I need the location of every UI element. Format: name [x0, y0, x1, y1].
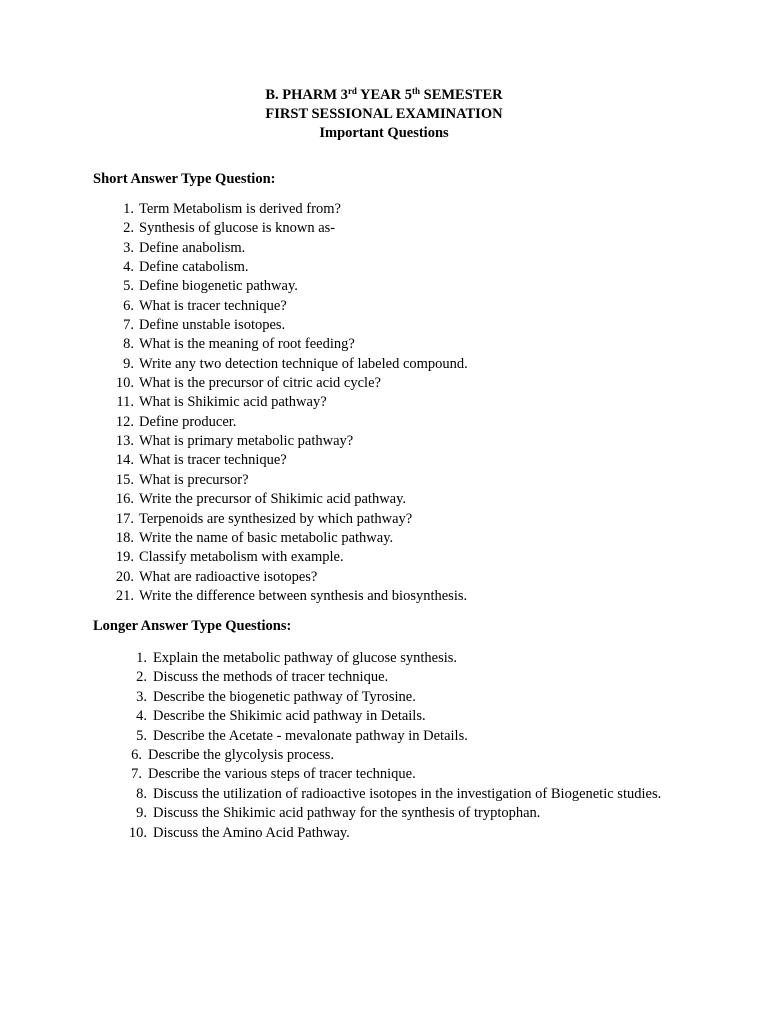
question-text: Describe the biogenetic pathway of Tyrosine.: [153, 688, 416, 705]
question-number: 10.: [128, 824, 147, 841]
course-title-sup-a: rd: [347, 86, 357, 96]
long-answer-heading: Longer Answer Type Questions:: [93, 618, 292, 634]
question-item: [100, 219, 660, 238]
course-title-part-b: YEAR 5: [356, 87, 412, 103]
question-text: Define anabolism.: [139, 239, 246, 256]
question-number: 3.: [136, 688, 147, 705]
question-item: [100, 200, 660, 219]
question-text: What is the precursor of citric acid cycle?: [139, 375, 381, 392]
question-text: Terpenoids are synthesized by which pathway?: [139, 510, 413, 527]
question-number: 9.: [123, 355, 134, 372]
question-number: 8.: [136, 785, 147, 802]
question-number: 14.: [115, 452, 134, 469]
question-number: 6.: [123, 297, 134, 314]
long-answer-list: [112, 649, 672, 843]
question-text: Classify metabolism with example.: [139, 549, 344, 566]
course-title-sup-b: th: [412, 86, 421, 96]
course-title-part-a: B. PHARM 3: [265, 87, 348, 103]
question-text: Define unstable isotopes.: [139, 317, 286, 334]
question-item: [100, 451, 660, 470]
question-item: [100, 548, 660, 567]
question-number: 18.: [115, 529, 134, 546]
question-item: [112, 804, 672, 823]
question-number: 5.: [123, 278, 134, 295]
question-number: 21.: [115, 587, 134, 604]
question-text: Define catabolism.: [139, 259, 249, 276]
course-title-part-c: SEMESTER: [420, 87, 503, 103]
question-text: Define producer.: [139, 413, 237, 430]
question-text: What is precursor?: [139, 471, 249, 488]
question-text: Discuss the utilization of radioactive isotopes in the investigation of Biogenetic studies.: [153, 785, 662, 802]
question-text: Define biogenetic pathway.: [139, 278, 298, 295]
question-item: [112, 668, 672, 687]
question-text: Discuss the Shikimic acid pathway for the synthesis of tryptophan.: [153, 805, 541, 822]
question-number: 4.: [123, 259, 134, 276]
question-item: [112, 688, 672, 707]
question-item: [112, 727, 672, 746]
question-item: [100, 432, 660, 451]
question-number: 17.: [115, 510, 134, 527]
question-text: What is tracer technique?: [139, 297, 287, 314]
question-item: [100, 277, 660, 296]
question-number: 6.: [131, 747, 142, 764]
question-item: [100, 568, 660, 587]
question-number: 2.: [123, 220, 134, 237]
question-number: 9.: [136, 805, 147, 822]
question-text: What is primary metabolic pathway?: [139, 433, 354, 450]
question-item: [100, 587, 660, 606]
question-number: 1.: [123, 201, 134, 217]
question-number: 1.: [136, 650, 147, 666]
question-item: [100, 413, 660, 432]
document-header: [0, 86, 768, 143]
question-number: 7.: [131, 766, 142, 783]
question-text: What is tracer technique?: [139, 452, 287, 469]
question-item: [100, 490, 660, 509]
question-text: Describe the various steps of tracer technique.: [148, 766, 416, 783]
document-subtitle: Important Questions: [319, 125, 449, 141]
question-number: 13.: [115, 433, 134, 450]
question-text: Discuss the methods of tracer technique.: [153, 669, 389, 686]
question-text: What are radioactive isotopes?: [139, 568, 318, 585]
question-item: [100, 316, 660, 335]
question-text: What is the meaning of root feeding?: [139, 336, 355, 353]
question-number: 5.: [136, 727, 147, 744]
question-item: [100, 393, 660, 412]
question-text: Describe the glycolysis process.: [148, 747, 335, 764]
question-item: [100, 374, 660, 393]
question-text: Describe the Acetate - mevalonate pathway in Details.: [153, 727, 468, 744]
short-answer-list: [100, 200, 660, 606]
question-item: [112, 707, 672, 726]
question-item: [100, 297, 660, 316]
question-number: 7.: [123, 317, 134, 334]
question-item: [100, 239, 660, 258]
question-text: Write the precursor of Shikimic acid pathway.: [139, 491, 407, 508]
question-number: 10.: [115, 375, 134, 392]
question-text: Discuss the Amino Acid Pathway.: [153, 824, 350, 841]
question-text: Write any two detection technique of labeled compound.: [139, 355, 468, 372]
question-text: Term Metabolism is derived from?: [139, 201, 341, 217]
question-number: 8.: [123, 336, 134, 353]
question-text: Describe the Shikimic acid pathway in Details.: [153, 708, 426, 725]
question-text: Write the name of basic metabolic pathway.: [139, 529, 394, 546]
course-title: [0, 86, 768, 105]
question-item: [107, 765, 672, 784]
question-item: [112, 785, 672, 804]
question-item: [112, 649, 672, 668]
question-text: Synthesis of glucose is known as-: [139, 220, 336, 237]
question-item: [100, 529, 660, 548]
question-item: [112, 824, 672, 843]
question-item: [100, 355, 660, 374]
question-item: [100, 335, 660, 354]
exam-title: FIRST SESSIONAL EXAMINATION: [265, 106, 503, 122]
question-number: 2.: [136, 669, 147, 686]
question-number: 12.: [115, 413, 134, 430]
question-number: 19.: [115, 549, 134, 566]
question-text: What is Shikimic acid pathway?: [139, 394, 327, 411]
question-number: 16.: [115, 491, 134, 508]
question-number: 11.: [116, 394, 134, 411]
question-text: Explain the metabolic pathway of glucose synthesis.: [153, 650, 458, 666]
question-number: 20.: [115, 568, 134, 585]
question-number: 3.: [123, 239, 134, 256]
question-number: 4.: [136, 708, 147, 725]
question-text: Write the difference between synthesis and biosynthesis.: [139, 587, 468, 604]
question-item: [100, 510, 660, 529]
question-item: [100, 471, 660, 490]
question-number: 15.: [115, 471, 134, 488]
question-item: [107, 746, 672, 765]
question-item: [100, 258, 660, 277]
short-answer-heading: Short Answer Type Question:: [93, 171, 276, 187]
